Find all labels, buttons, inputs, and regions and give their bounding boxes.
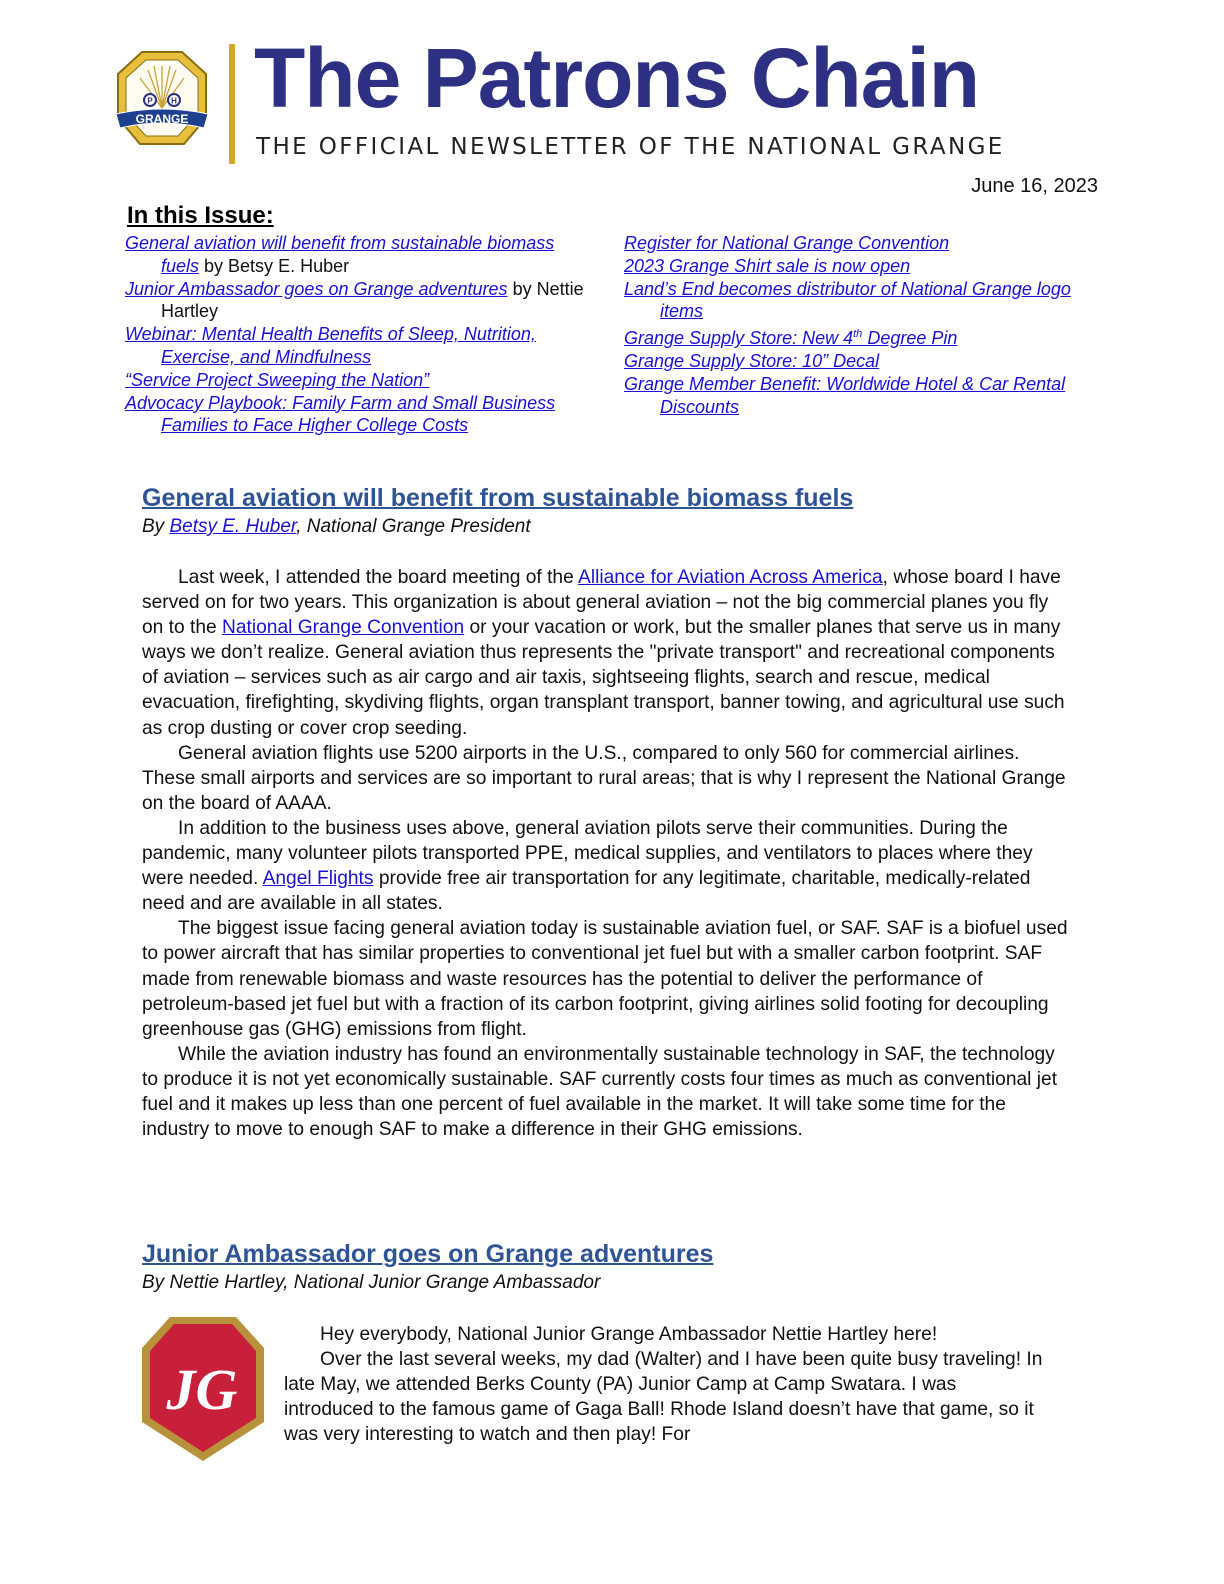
- article-body-aviation: [142, 565, 1072, 1142]
- toc-link-aviation[interactable]: General aviation will benefit from sustainable biomass fuels: [125, 233, 555, 276]
- svg-text:GRANGE: GRANGE: [135, 112, 189, 126]
- toc-item: [624, 232, 1094, 255]
- link-angel-flights[interactable]: Angel Flights: [262, 868, 374, 890]
- toc-link-degree-pin[interactable]: Grange Supply Store: New 4th Degree Pin: [624, 328, 958, 349]
- toc-link-shirt-sale[interactable]: 2023 Grange Shirt sale is now open: [624, 255, 911, 276]
- newsletter-subtitle: THE OFFICIAL NEWSLETTER OF THE NATIONAL GRANGE: [256, 134, 1005, 160]
- svg-text:H: H: [171, 96, 177, 106]
- paragraph: General aviation flights use 5200 airports in the U.S., compared to only 560 for commercial airlines. These small airports and services are so important to rural areas; that is why I represent the National Grange on the board of AAAA.: [142, 742, 1066, 814]
- toc-item: [624, 350, 1094, 373]
- toc-item: [125, 278, 595, 324]
- masthead: [112, 31, 1052, 166]
- paragraph: The biggest issue facing general aviation today is sustainable aviation fuel, or SAF. SAF is a biofuel used to power aircraft that has similar properties to conventional jet fuel but with a smaller carbon footprint. SAF made from renewable biomass and waste resources has the potential to deliver the performance of petroleum-based jet fuel but with a fraction of its carbon footprint, giving airlines solid footing for decoupling greenhouse gas (GHG) emissions from flight.: [142, 918, 1068, 1040]
- toc-item: [624, 323, 1094, 350]
- article-byline: By Nettie Hartley, National Junior Grange Ambassador: [142, 1272, 601, 1293]
- toc-link-webinar[interactable]: Webinar: Mental Health Benefits of Sleep, Nutrition, Exercise, and Mindfulness: [125, 324, 536, 367]
- toc-link-junior-ambassador[interactable]: Junior Ambassador goes on Grange adventures: [125, 278, 508, 299]
- toc-author: by Betsy E. Huber: [199, 255, 350, 276]
- paragraph: Hey everybody, National Junior Grange Ambassador Nettie Hartley here!: [320, 1324, 938, 1345]
- svg-text:P: P: [147, 96, 153, 106]
- article-title-junior-ambassador: Junior Ambassador goes on Grange adventures: [142, 1240, 714, 1268]
- toc-item: [624, 373, 1094, 419]
- article-title-aviation: General aviation will benefit from sustainable biomass fuels: [142, 484, 854, 512]
- toc-item: [624, 255, 1094, 278]
- accent-divider: [229, 44, 235, 164]
- article-byline: By Betsy E. Huber, National Grange President: [142, 516, 531, 537]
- toc-item: [125, 232, 595, 278]
- paragraph: While the aviation industry has found an environmentally sustainable technology in SAF, the technology to produce it is not yet economically sustainable. SAF currently costs four times as much as conventional jet fuel and it makes up less than one percent of fuel available in the market. It will take some time for the industry to move to enough SAF to make a difference in their GHG emissions.: [142, 1043, 1058, 1141]
- paragraph: In addition to the business uses above, general aviation pilots serve their communities. During the pandemic, many volunteer pilots transported PPE, medical supplies, and ventilators to places where they were needed. Angel Flights provide free air transportation for any legitimate, charitable, medically-related need and are available in all states.: [142, 817, 1033, 915]
- article-body-junior-ambassador: [284, 1322, 1044, 1447]
- paragraph: Over the last several weeks, my dad (Walter) and I have been quite busy traveling! In late May, we attended Berks County (PA) Junior Camp at Camp Swatara. I was introduced to the famous game of Gaga Ball! Rhode Island doesn’t have that game, so it was very interesting to watch and then play! For: [284, 1349, 1043, 1446]
- toc-item: [125, 323, 595, 369]
- svg-text:JG: JG: [166, 1357, 238, 1422]
- toc-link-register-convention[interactable]: Register for National Grange Convention: [624, 233, 950, 253]
- toc-link-advocacy-playbook[interactable]: Advocacy Playbook: Family Farm and Small Business Families to Face Higher College Costs: [125, 392, 556, 436]
- toc-link-service-project[interactable]: “Service Project Sweeping the Nation”: [125, 369, 430, 390]
- paragraph: Last week, I attended the board meeting of the Alliance for Aviation Across America, whose board I have served on for two years. This organization is about general aviation – not the big commercial planes you fly on to the National Grange Convention or your vacation or work, but the smaller planes that serve us in many ways we don’t realize. General aviation thus represents the "private transport" and recreational components of aviation – services such as air cargo and air taxis, sightseeing flights, search and rescue, medical evacuation, firefighting, skydiving flights, organ transplant transport, banner towing, and agricultural use such as crop dusting or cover crop seeding.: [142, 567, 1065, 739]
- newsletter-title: The Patrons Chain: [254, 31, 980, 125]
- toc-link-member-benefit[interactable]: Grange Member Benefit: Worldwide Hotel & Car Rental Discounts: [624, 373, 1066, 417]
- toc-right-column: [624, 232, 1094, 418]
- junior-grange-logo-icon: [140, 1314, 266, 1464]
- toc-link-lands-end[interactable]: Land’s End becomes distributor of National Grange logo items: [624, 278, 1071, 322]
- link-national-grange-convention[interactable]: National Grange Convention: [222, 617, 465, 639]
- toc-item: [125, 369, 595, 392]
- issue-date: June 16, 2023: [971, 175, 1098, 197]
- toc-item: [624, 278, 1094, 324]
- toc-heading: In this Issue:: [127, 202, 274, 229]
- link-alliance-aviation[interactable]: Alliance for Aviation Across America: [578, 567, 883, 588]
- toc-left-column: [125, 232, 595, 437]
- toc-item: [125, 392, 595, 438]
- grange-logo-icon: [112, 48, 212, 148]
- toc-author: by Nettie Hartley: [161, 278, 584, 322]
- toc-link-decal[interactable]: Grange Supply Store: 10” Decal: [624, 350, 880, 371]
- author-link[interactable]: Betsy E. Huber: [169, 516, 297, 537]
